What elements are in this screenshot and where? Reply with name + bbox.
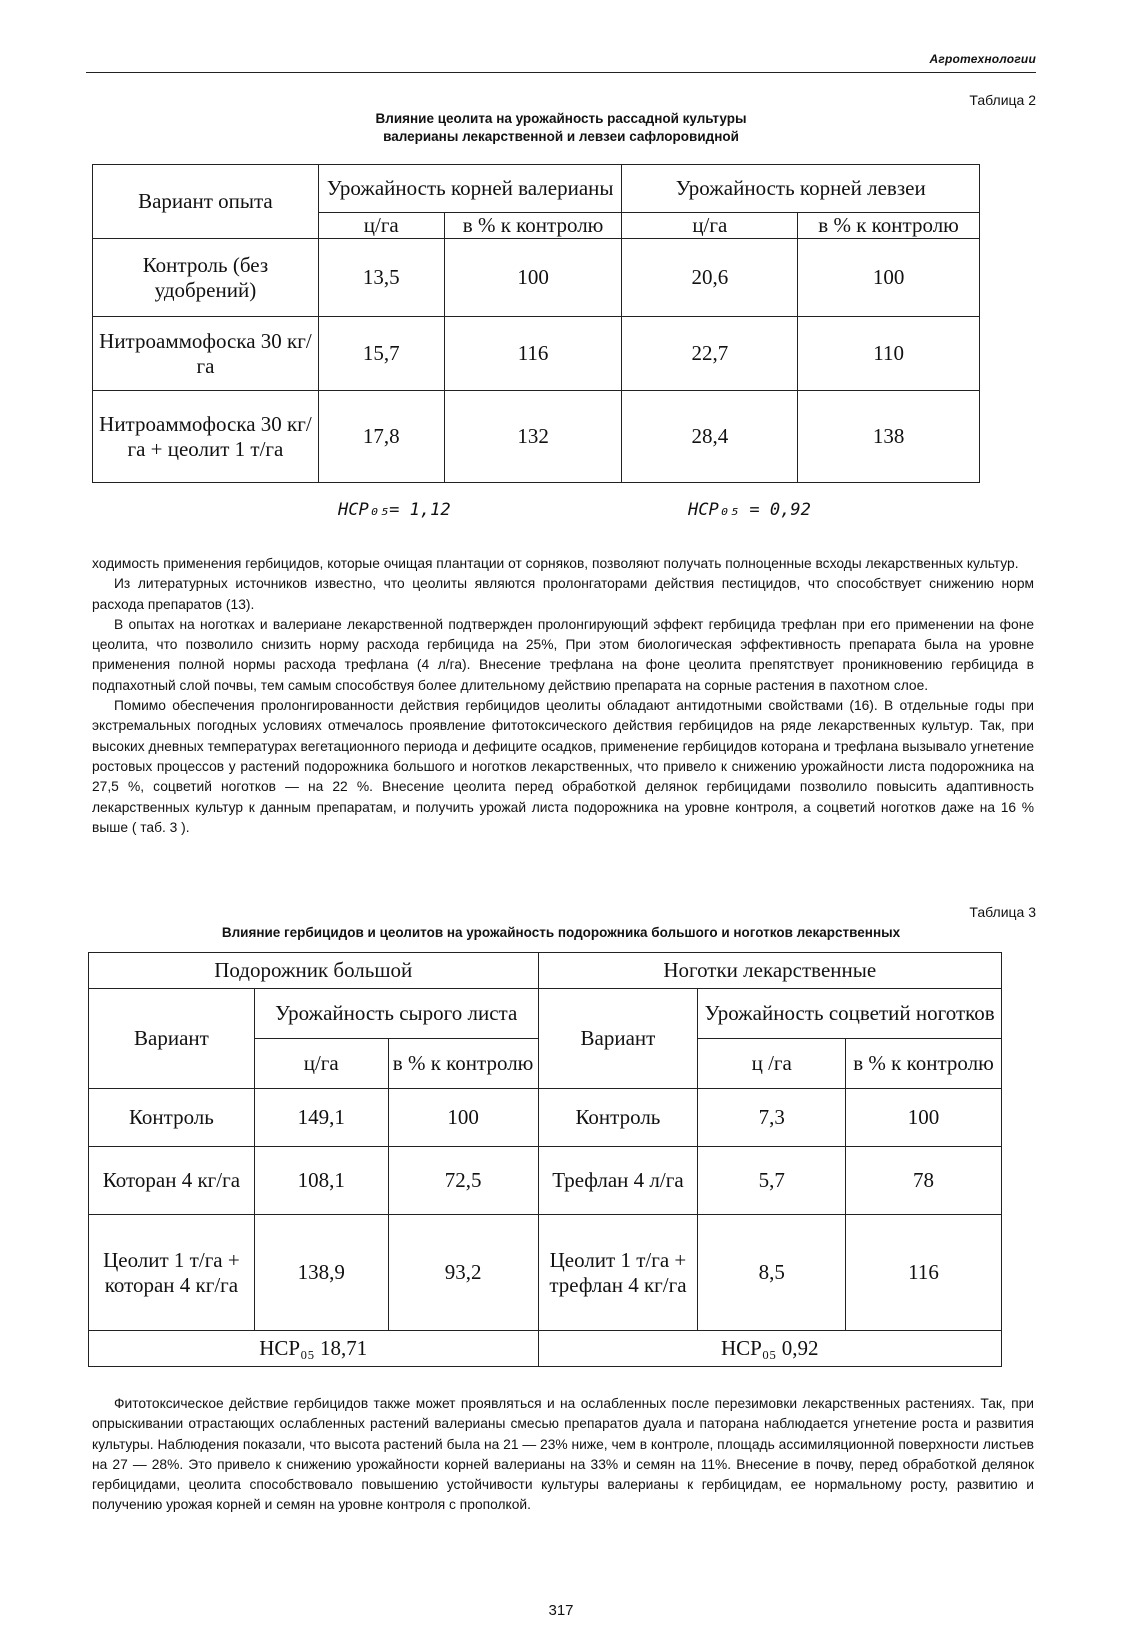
paragraph: В опытах на ноготках и валериане лекарственной подтвержден пролонгирующий эффект гербицида трефлан при его применении на фоне цеолита, что позволило снизить норму расхода гербицида на 25%, При этом биологическая эффективность препарата была на уровне применения полной нормы расхода трефлана (4 л/га). Внесение трефлана на фоне цеолита препятствует проникновению гербицида в подпахотный слой почвы, тем самым способствуя более длительному действию препарата на сорные растения в пахотном слое. — [92, 616, 1034, 693]
table3-caption: Влияние гербицидов и цеолитов на урожайность подорожника большого и ноготков лекарственных — [221, 925, 901, 940]
cell-plantain-pct: 100 — [388, 1089, 538, 1147]
table3-unit-cha: ц /га — [698, 1039, 846, 1089]
cell-valerian-cha: 15,7 — [318, 317, 444, 391]
table-row — [93, 239, 980, 317]
table3-unit-pct: в % к контролю — [388, 1039, 538, 1089]
cell-leuzea-cha: 28,4 — [622, 391, 798, 483]
header-rule — [86, 72, 1036, 73]
row-plantain-variant: Которан 4 кг/га — [89, 1147, 255, 1215]
row-plantain-variant: Цеолит 1 т/га + которан 4 кг/га — [89, 1215, 255, 1331]
table2-unit-cha: ц/га — [318, 213, 444, 239]
cell-valerian-pct: 100 — [444, 239, 622, 317]
table2-unit-cha: ц/га — [622, 213, 798, 239]
cell-calendula-pct: 100 — [846, 1089, 1002, 1147]
cell-calendula-cha: 5,7 — [698, 1147, 846, 1215]
cell-plantain-cha: 108,1 — [254, 1147, 388, 1215]
row-variant: Нитроаммофоска 30 кг/га — [93, 317, 319, 391]
table3-head-flower-yield: Урожайность соцветий ноготков — [698, 989, 1002, 1039]
cell-plantain-pct: 93,2 — [388, 1215, 538, 1331]
row-plantain-variant: Контроль — [89, 1089, 255, 1147]
row-calendula-variant: Контроль — [538, 1089, 698, 1147]
table3 — [88, 952, 1002, 1367]
table3-unit-pct: в % к контролю — [846, 1039, 1002, 1089]
table2-hcp-leuzea: НСР₀₅ = 0,92 — [688, 500, 811, 520]
paragraph: Помимо обеспечения пролонгированности действия гербицидов цеолиты обладают антидотными свойствами (16). В отдельные годы при экстремальных погодных условиях отмечалось проявление фитотоксического действия гербицидов на ряде лекарственных культур. Так, при высоких дневных температурах вегетационного периода и дефиците осадков, применение гербицидов которана и трефлана вызывало угнетение ростовых процессов у растений подорожника большого и ноготков лекарственных, что привело к снижению урожайности листа подорожника на 27,5 %, соцветий ноготков — на 22 %. Внесение цеолита перед обработкой делянок гербицидами позволило повысить адаптивность лекарственных культур к данным препаратам, и получить урожай листа подорожника на уровне контроля, а соцветий ноготков даже на 16 % выше ( таб. 3 ). — [92, 698, 1034, 835]
table3-head-plantain: Подорожник большой — [89, 953, 539, 989]
section-label: Агротехнологии — [929, 52, 1036, 66]
cell-calendula-pct: 78 — [846, 1147, 1002, 1215]
cell-valerian-cha: 13,5 — [318, 239, 444, 317]
table-row — [89, 1089, 1002, 1147]
cell-plantain-cha: 138,9 — [254, 1215, 388, 1331]
table2-caption — [86, 110, 1036, 146]
cell-valerian-cha: 17,8 — [318, 391, 444, 483]
cell-calendula-cha: 8,5 — [698, 1215, 846, 1331]
cell-valerian-pct: 116 — [444, 317, 622, 391]
cell-calendula-pct: 116 — [846, 1215, 1002, 1331]
table3-head-leaf-yield: Урожайность сырого листа — [254, 989, 538, 1039]
cell-leuzea-pct: 100 — [798, 239, 980, 317]
table3-head-variant: Вариант — [89, 989, 255, 1089]
table3-unit-cha: ц/га — [254, 1039, 388, 1089]
page-number: 317 — [548, 1602, 574, 1619]
row-calendula-variant: Цеолит 1 т/га + трефлан 4 кг/га — [538, 1215, 698, 1331]
table2-head-leuzea: Урожайность корней левзеи — [622, 165, 980, 213]
table3-number: Таблица 3 — [969, 904, 1036, 920]
cell-leuzea-cha: 22,7 — [622, 317, 798, 391]
row-variant: Нитроаммофоска 30 кг/га + цеолит 1 т/га — [93, 391, 319, 483]
table2-unit-pct: в % к контролю — [798, 213, 980, 239]
row-calendula-variant: Трефлан 4 л/га — [538, 1147, 698, 1215]
table2-unit-pct: в % к контролю — [444, 213, 622, 239]
cell-valerian-pct: 132 — [444, 391, 622, 483]
paragraph: Из литературных источников известно, что цеолиты являются пролонгаторами действия пестицидов, что способствует снижению норм расхода препаратов (13). — [92, 576, 1034, 612]
table3-hcp-plantain: НСР₀₅ 18,71 — [89, 1331, 539, 1367]
cell-plantain-cha: 149,1 — [254, 1089, 388, 1147]
table2-head-variant: Вариант опыта — [93, 165, 319, 239]
table-row — [93, 317, 980, 391]
cell-leuzea-pct: 110 — [798, 317, 980, 391]
table3-hcp-calendula: НСР₀₅ 0,92 — [538, 1331, 1001, 1367]
paragraph: ходимость применения гербицидов, которые очищая плантации от сорняков, позволяют получать полноценные всходы лекарственных культур. — [92, 556, 1019, 571]
paragraph: Фитотоксическое действие гербицидов также может проявляться и на ослабленных после перезимовки лекарственных растениях. Так, при опрыскивании отрастающих ослабленных растений валерианы смесью препаратов дуала и паторана наблюдается угнетение роста и развития культуры. Наблюдения показали, что высота растений была на 21 — 23% ниже, чем в контроле, площадь ассимиляционной поверхности листьев на 27 — 28%. Это привело к снижению урожайности корней валерианы на 33% и семян на 11%. Внесение в почву, перед обработкой делянок гербицидами, цеолита способствовало повышению устойчивости культуры валерианы к гербицидам, ее нормальному росту, развитию и получению урожая корней и семян на уровне контроля с прополкой. — [92, 1396, 1034, 1513]
table2-number: Таблица 2 — [969, 92, 1036, 108]
table2-hcp-valerian: НСР₀₅= 1,12 — [338, 500, 451, 520]
row-variant: Контроль (без удобрений) — [93, 239, 319, 317]
table-row — [93, 391, 980, 483]
cell-calendula-cha: 7,3 — [698, 1089, 846, 1147]
cell-leuzea-pct: 138 — [798, 391, 980, 483]
table-row — [89, 1215, 1002, 1331]
cell-plantain-pct: 72,5 — [388, 1147, 538, 1215]
table2 — [92, 164, 980, 483]
table2-head-valerian: Урожайность корней валерианы — [318, 165, 622, 213]
table3-head-variant: Вариант — [538, 989, 698, 1089]
table3-head-calendula: Ноготки лекарственные — [538, 953, 1001, 989]
table2-title-line2: валерианы лекарственной и левзеи сафлоровидной — [383, 129, 739, 144]
table-row — [89, 1147, 1002, 1215]
cell-leuzea-cha: 20,6 — [622, 239, 798, 317]
table2-title-line1: Влияние цеолита на урожайность рассадной культуры — [375, 111, 747, 126]
body-text-a — [92, 554, 1034, 838]
body-text-b — [92, 1394, 1034, 1516]
